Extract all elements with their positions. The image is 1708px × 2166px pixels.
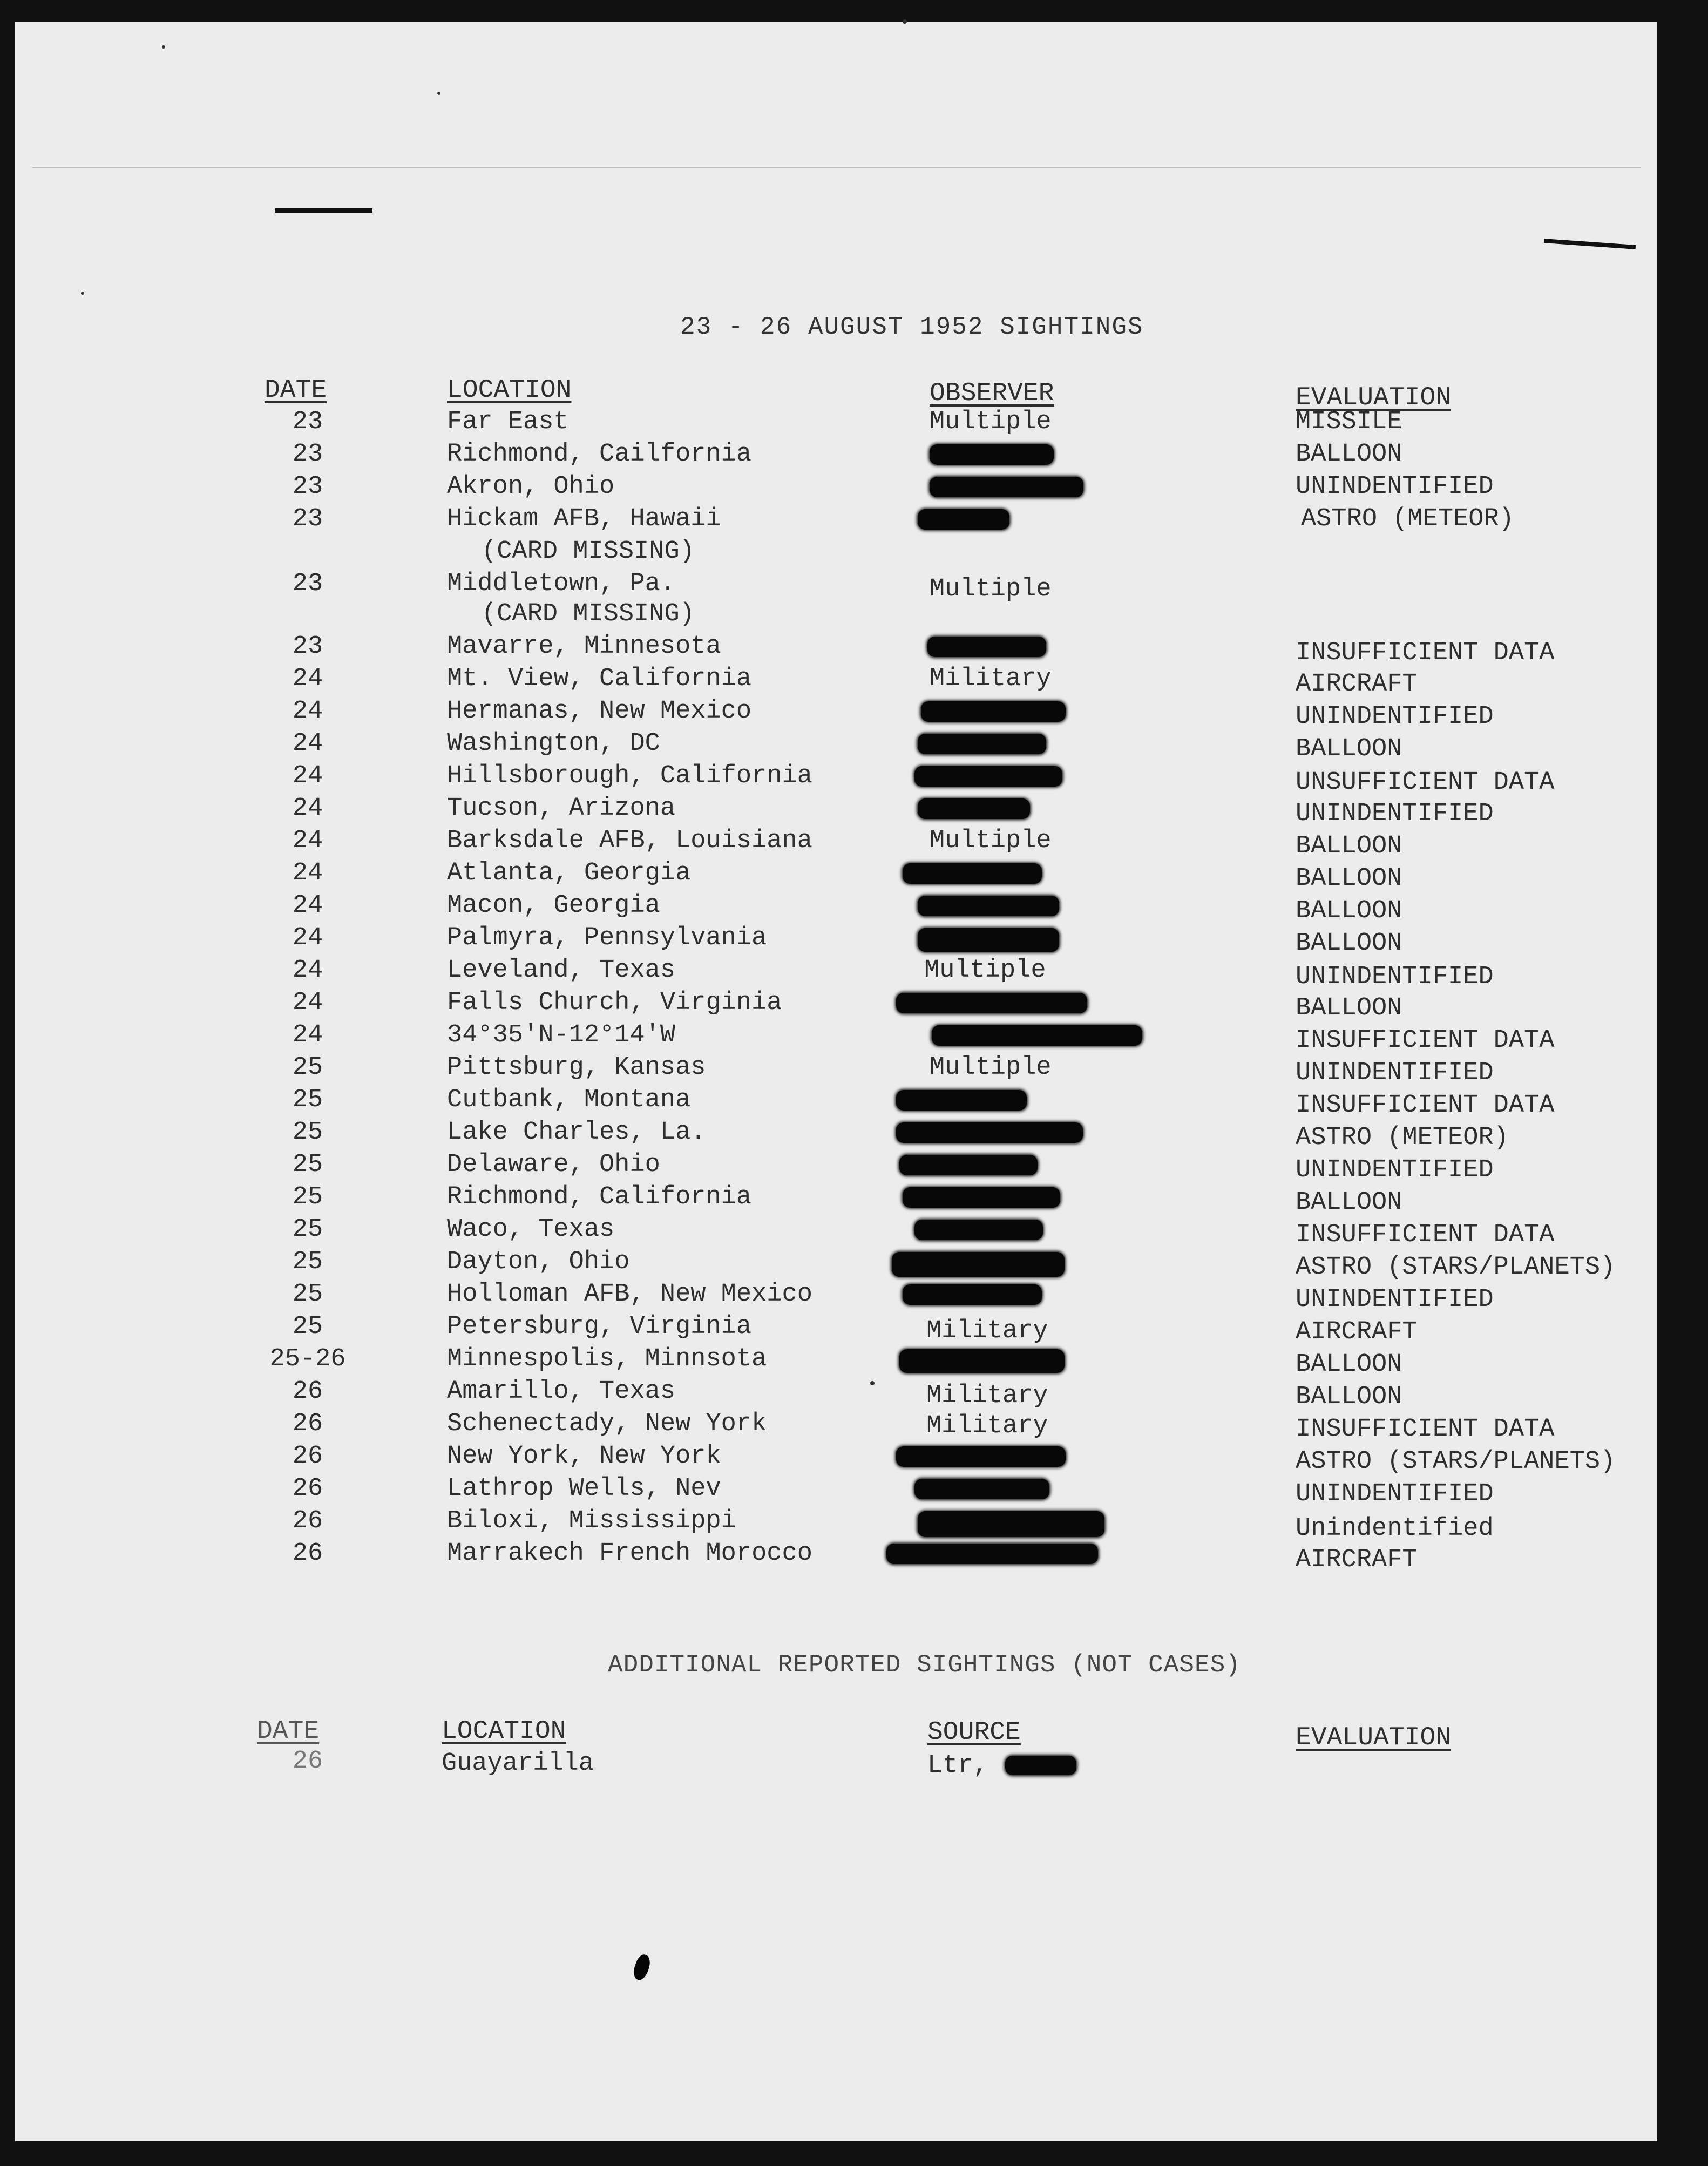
row-evaluation: UNSUFFICIENT DATA [1296,768,1555,797]
table-row [0,1053,1708,1086]
row-date: 26 [292,1410,323,1438]
table-row [0,408,1708,440]
row-location: Richmond, California [447,1183,752,1211]
additional-header-location: LOCATION [442,1717,566,1746]
row-date: 25 [292,1215,323,1244]
redaction-mark [921,701,1066,722]
row-date: 26 [292,1507,323,1535]
row-evaluation: ASTRO (STARS/PLANETS) [1296,1447,1616,1476]
row-evaluation: BALLOON [1296,929,1402,958]
row-date: 24 [292,1021,323,1050]
redaction-mark [903,1187,1060,1208]
redaction-mark [918,734,1046,754]
row-location: Lathrop Wells, Nev [447,1474,721,1503]
row-date: 24 [292,827,323,855]
row-date: 24 [292,697,323,726]
row-evaluation: UNINDENTIFIED [1296,702,1494,731]
row-location: Delaware, Ohio [447,1150,660,1179]
table-row [0,632,1708,665]
row-location: Hickam AFB, Hawaii [447,505,721,533]
row-evaluation: Unindentified [1296,1514,1494,1543]
row-evaluation: ASTRO (METEOR) [1296,1123,1509,1152]
redaction-mark [899,1349,1065,1373]
row-evaluation: BALLOON [1296,1350,1402,1379]
row-location: Richmond, Cailfornia [447,440,752,469]
table-row [0,1086,1708,1118]
row-evaluation: ASTRO (METEOR) [1301,505,1514,533]
table-row [0,1248,1708,1280]
table-row [0,665,1708,697]
table-row [0,600,1708,632]
card-missing-note: (CARD MISSING) [482,537,695,566]
row-location: Leveland, Texas [447,956,676,985]
table-row [0,794,1708,827]
row-location: Mavarre, Minnesota [447,632,721,661]
row-evaluation: UNINDENTIFIED [1296,800,1494,828]
row-evaluation: UNINDENTIFIED [1296,1480,1494,1508]
row-evaluation: INSUFFICIENT DATA [1296,1026,1555,1055]
row-observer: Military [926,1382,1048,1410]
row-evaluation: INSUFFICIENT DATA [1296,1415,1555,1444]
row-date: 24 [292,665,323,693]
row-location: Atlanta, Georgia [447,859,691,888]
row-observer: Multiple [924,956,1046,985]
redaction-mark [930,444,1054,465]
row-location: Petersburg, Virginia [447,1312,752,1341]
row-evaluation: INSUFFICIENT DATA [1296,1091,1555,1120]
table-row [0,1150,1708,1183]
row-date: 24 [292,924,323,952]
additional-row-source: Ltr, [927,1751,988,1780]
row-evaluation: AIRCRAFT [1296,670,1418,699]
row-location: Tucson, Arizona [447,794,676,823]
additional-header-source: SOURCE [927,1718,1021,1747]
row-evaluation: UNINDENTIFIED [1296,1059,1494,1087]
redaction-mark [903,863,1042,884]
row-evaluation: INSUFFICIENT DATA [1296,639,1555,667]
row-date: 24 [292,859,323,888]
redaction-mark [886,1544,1098,1564]
redaction-mark [903,1284,1042,1305]
additional-row-date: 26 [292,1747,323,1776]
bottom-film-edge [0,2141,1708,2166]
row-date: 23 [292,408,323,436]
additional-row-location: Guayarilla [442,1749,594,1778]
redaction-mark [914,1479,1049,1499]
table-row [0,891,1708,924]
row-date: 26 [292,1474,323,1503]
redaction-mark [892,1252,1065,1277]
row-date: 24 [292,956,323,985]
row-location: Biloxi, Mississippi [447,1507,736,1535]
redaction-mark [896,1090,1027,1111]
row-evaluation: AIRCRAFT [1296,1318,1418,1346]
table-row [0,472,1708,505]
row-date: 24 [292,891,323,920]
redaction-mark [896,1446,1066,1467]
row-date: 26 [292,1539,323,1568]
row-evaluation: BALLOON [1296,735,1402,763]
row-location: Holloman AFB, New Mexico [447,1280,812,1309]
row-date: 23 [292,505,323,533]
row-date: 25 [292,1312,323,1341]
table-row [0,859,1708,891]
row-observer: Military [930,665,1052,693]
row-date: 25-26 [269,1345,346,1373]
row-evaluation: MISSILE [1296,408,1402,436]
row-location: Hillsborough, California [447,762,812,790]
row-observer: Multiple [930,1053,1052,1082]
row-evaluation: BALLOON [1296,897,1402,925]
row-location: Falls Church, Virginia [447,989,782,1017]
redaction-mark [918,1511,1104,1537]
table-row [0,1183,1708,1215]
redaction-mark [896,993,1087,1013]
table-row [0,1474,1708,1507]
row-date: 25 [292,1280,323,1309]
redaction-mark [918,896,1059,916]
row-date: 23 [292,570,323,598]
row-evaluation: BALLOON [1296,864,1402,893]
row-location: Far East [447,408,569,436]
row-location: Cutbank, Montana [447,1086,691,1114]
row-evaluation: BALLOON [1296,440,1402,469]
row-evaluation: UNINDENTIFIED [1296,1285,1494,1314]
top-left-dash [275,208,372,213]
row-location: Mt. View, California [447,665,752,693]
row-date: 25 [292,1248,323,1276]
row-location: Marrakech French Morocco [447,1539,812,1568]
row-date: 25 [292,1118,323,1147]
header-observer: OBSERVER [930,379,1054,408]
row-location: Minnespolis, Minnsota [447,1345,767,1373]
table-row [0,762,1708,797]
speck [162,45,165,49]
row-location: 34°35'N-12°14'W [447,1021,676,1050]
sightings-table [0,408,1708,1572]
table-row [0,1312,1708,1345]
table-row [0,1118,1708,1150]
row-evaluation: INSUFFICIENT DATA [1296,1221,1555,1249]
row-observer: Multiple [930,408,1052,436]
redaction-mark [896,1122,1083,1143]
header-location: LOCATION [447,376,572,405]
redaction-mark [914,1220,1043,1240]
additional-header-evaluation: EVALUATION [1296,1723,1452,1752]
row-evaluation: BALLOON [1296,832,1402,861]
top-film-edge [0,0,1708,22]
row-location: Schenectady, New York [447,1410,767,1438]
redaction-mark [930,477,1083,497]
table-row [0,440,1708,472]
table-row [0,827,1708,859]
row-evaluation: BALLOON [1296,1188,1402,1217]
redaction-mark [914,766,1062,787]
row-evaluation: UNINDENTIFIED [1296,472,1494,501]
row-date: 24 [292,989,323,1017]
table-row [0,1539,1708,1572]
row-location: Pittsburg, Kansas [447,1053,706,1082]
row-date: 26 [292,1377,323,1406]
additional-sightings-title: ADDITIONAL REPORTED SIGHTINGS (NOT CASES) [608,1651,1241,1679]
table-row [0,1410,1708,1442]
row-location: Lake Charles, La. [447,1118,706,1147]
table-row [0,1021,1708,1053]
row-evaluation: UNINDENTIFIED [1296,963,1494,991]
table-row [0,1280,1708,1312]
row-date: 25 [292,1183,323,1211]
row-location: Palmyra, Pennsylvania [447,924,767,952]
redaction-mark [1005,1756,1076,1775]
row-date: 23 [292,632,323,661]
row-evaluation: BALLOON [1296,994,1402,1023]
row-date: 23 [292,472,323,501]
row-date: 25 [292,1053,323,1082]
table-row [0,924,1708,956]
table-row [0,537,1708,570]
table-row [0,505,1708,537]
header-date: DATE [265,376,327,405]
row-evaluation: AIRCRAFT [1296,1546,1418,1574]
row-date: 23 [292,440,323,469]
row-date: 25 [292,1086,323,1114]
row-date: 24 [292,729,323,758]
table-row [0,956,1708,989]
row-observer: Multiple [930,575,1052,604]
redaction-mark [899,1155,1038,1175]
additional-header-date: DATE [257,1717,320,1746]
top-faint-line [32,167,1641,168]
speck [903,19,907,24]
top-right-dash [1544,239,1636,249]
row-location: Waco, Texas [447,1215,615,1244]
card-missing-note: (CARD MISSING) [482,600,695,628]
table-row [0,1345,1708,1377]
row-date: 24 [292,762,323,790]
table-row [0,1377,1708,1410]
row-evaluation: UNINDENTIFIED [1296,1156,1494,1184]
row-location: Amarillo, Texas [447,1377,676,1406]
redaction-mark [918,509,1009,530]
row-location: New York, New York [447,1442,721,1471]
speck [81,292,84,295]
row-observer: Military [926,1412,1048,1440]
row-location: Macon, Georgia [447,891,660,920]
table-row [0,729,1708,762]
row-date: 25 [292,1150,323,1179]
table-row [0,989,1708,1021]
redaction-mark [932,1025,1142,1046]
row-date: 26 [292,1442,323,1471]
row-location: Washington, DC [447,729,660,758]
table-row [0,1507,1708,1543]
table-row [0,697,1708,729]
row-evaluation: BALLOON [1296,1383,1402,1411]
row-location: Dayton, Ohio [447,1248,630,1276]
table-row [0,570,1708,604]
redaction-mark [918,928,1059,952]
header-evaluation: EVALUATION [1296,383,1452,412]
row-location: Akron, Ohio [447,472,615,501]
row-observer: Military [926,1317,1048,1345]
row-location: Barksdale AFB, Louisiana [447,827,812,855]
ink-blot [631,1953,653,1982]
table-row [0,1442,1708,1474]
row-location: Middletown, Pa. [447,570,676,598]
row-date: 24 [292,794,323,823]
row-observer: Multiple [930,827,1052,855]
redaction-mark [918,798,1030,819]
speck [437,92,440,95]
document-title: 23 - 26 AUGUST 1952 SIGHTINGS [680,313,1144,341]
redaction-mark [927,637,1046,657]
row-evaluation: ASTRO (STARS/PLANETS) [1296,1253,1616,1282]
table-row [0,1215,1708,1248]
row-location: Hermanas, New Mexico [447,697,752,726]
